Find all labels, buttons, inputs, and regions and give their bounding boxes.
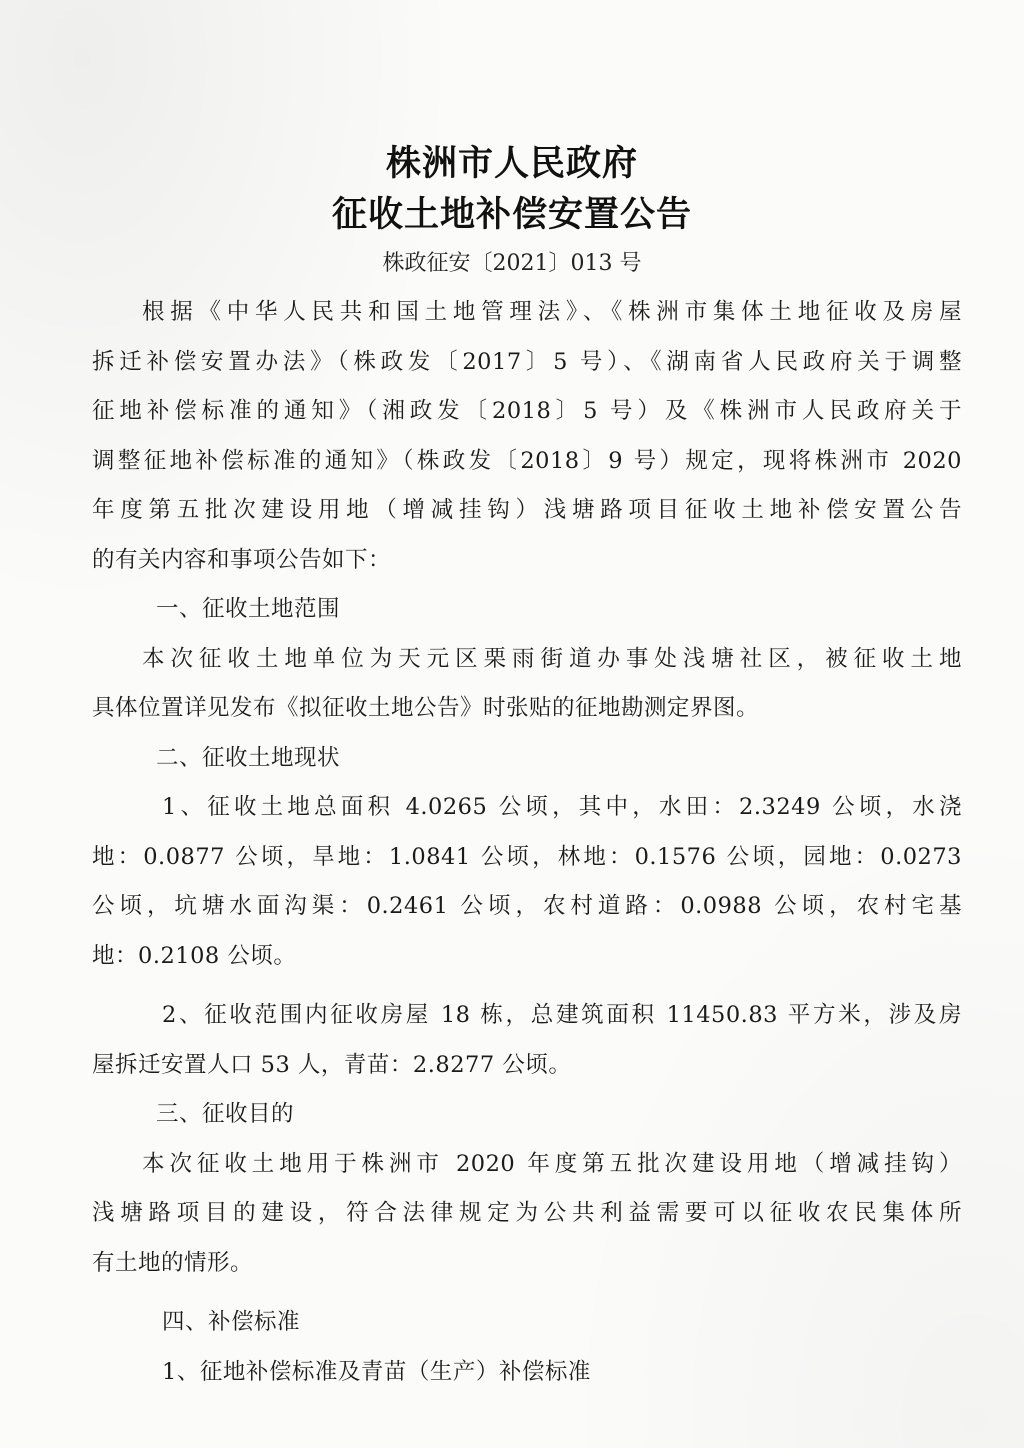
paragraph-line: 公顷，坑塘水面沟渠：0.2461 公顷，农村道路：0.0988 公顷，农村宅基	[92, 893, 962, 919]
document-title-line-2: 征收土地补偿安置公告	[331, 195, 692, 235]
paragraph-line: 1、征地补偿标准及青苗（生产）补偿标准	[162, 1358, 591, 1385]
document-number: 株政征安〔2021〕013 号	[382, 251, 642, 276]
paragraph-line: 调整征地补偿标准的通知》（株政发〔2018〕9 号）规定，现将株洲市 2020	[92, 447, 962, 474]
paragraph-line: 屋拆迁安置人口 53 人，青苗：2.8277 公顷。	[92, 1051, 572, 1078]
paragraph-line: 年度第五批次建设用地（增减挂钩）浅塘路项目征收土地补偿安置公告	[92, 497, 962, 523]
document-body	[92, 288, 962, 1397]
paragraph-line: 地：0.2108 公顷。	[92, 942, 297, 969]
paragraph-line: 本次征收土地用于株洲市 2020 年度第五批次建设用地（增减挂钩）	[142, 1150, 962, 1177]
paragraph-line: 有土地的情形。	[92, 1249, 254, 1276]
paragraph-line: 征地补偿标准的通知》（湘政发〔2018〕5 号）及《株洲市人民政府关于	[92, 398, 962, 424]
section-heading: 一、征收土地范围	[156, 596, 341, 622]
paragraph-line: 地：0.0877 公顷，旱地：1.0841 公顷，林地：0.1576 公顷，园地：0.0273	[92, 843, 962, 870]
paragraph-line: 本次征收土地单位为天元区栗雨街道办事处浅塘社区，被征收土地	[142, 645, 962, 672]
section-heading: 二、征收土地现状	[156, 744, 341, 771]
spacer	[92, 981, 962, 991]
paragraph-line: 2、征收范围内征收房屋 18 栋，总建筑面积 11450.83 平方米，涉及房	[162, 1002, 962, 1028]
spacer	[92, 1288, 962, 1298]
paragraph-line: 根据《中华人民共和国土地管理法》、《株洲市集体土地征收及房屋	[142, 299, 962, 325]
paragraph-line: 的有关内容和事项公告如下：	[92, 546, 392, 573]
document-title-line-1: 株洲市人民政府	[385, 144, 638, 184]
paragraph-line: 具体位置详见发布《拟征收土地公告》时张贴的征地勘测定界图。	[92, 695, 760, 721]
section-heading: 四、补偿标准	[162, 1309, 301, 1335]
paragraph-line: 拆迁补偿安置办法》（株政发〔2017〕5 号）、《湖南省人民政府关于调整	[92, 348, 962, 375]
paragraph-line: 浅塘路项目的建设，符合法律规定为公共利益需要可以征收农民集体所	[92, 1200, 962, 1226]
section-heading: 三、征收目的	[156, 1101, 295, 1127]
paragraph-line: 1、征收土地总面积 4.0265 公顷，其中，水田：2.3249 公顷，水浇	[162, 794, 962, 820]
